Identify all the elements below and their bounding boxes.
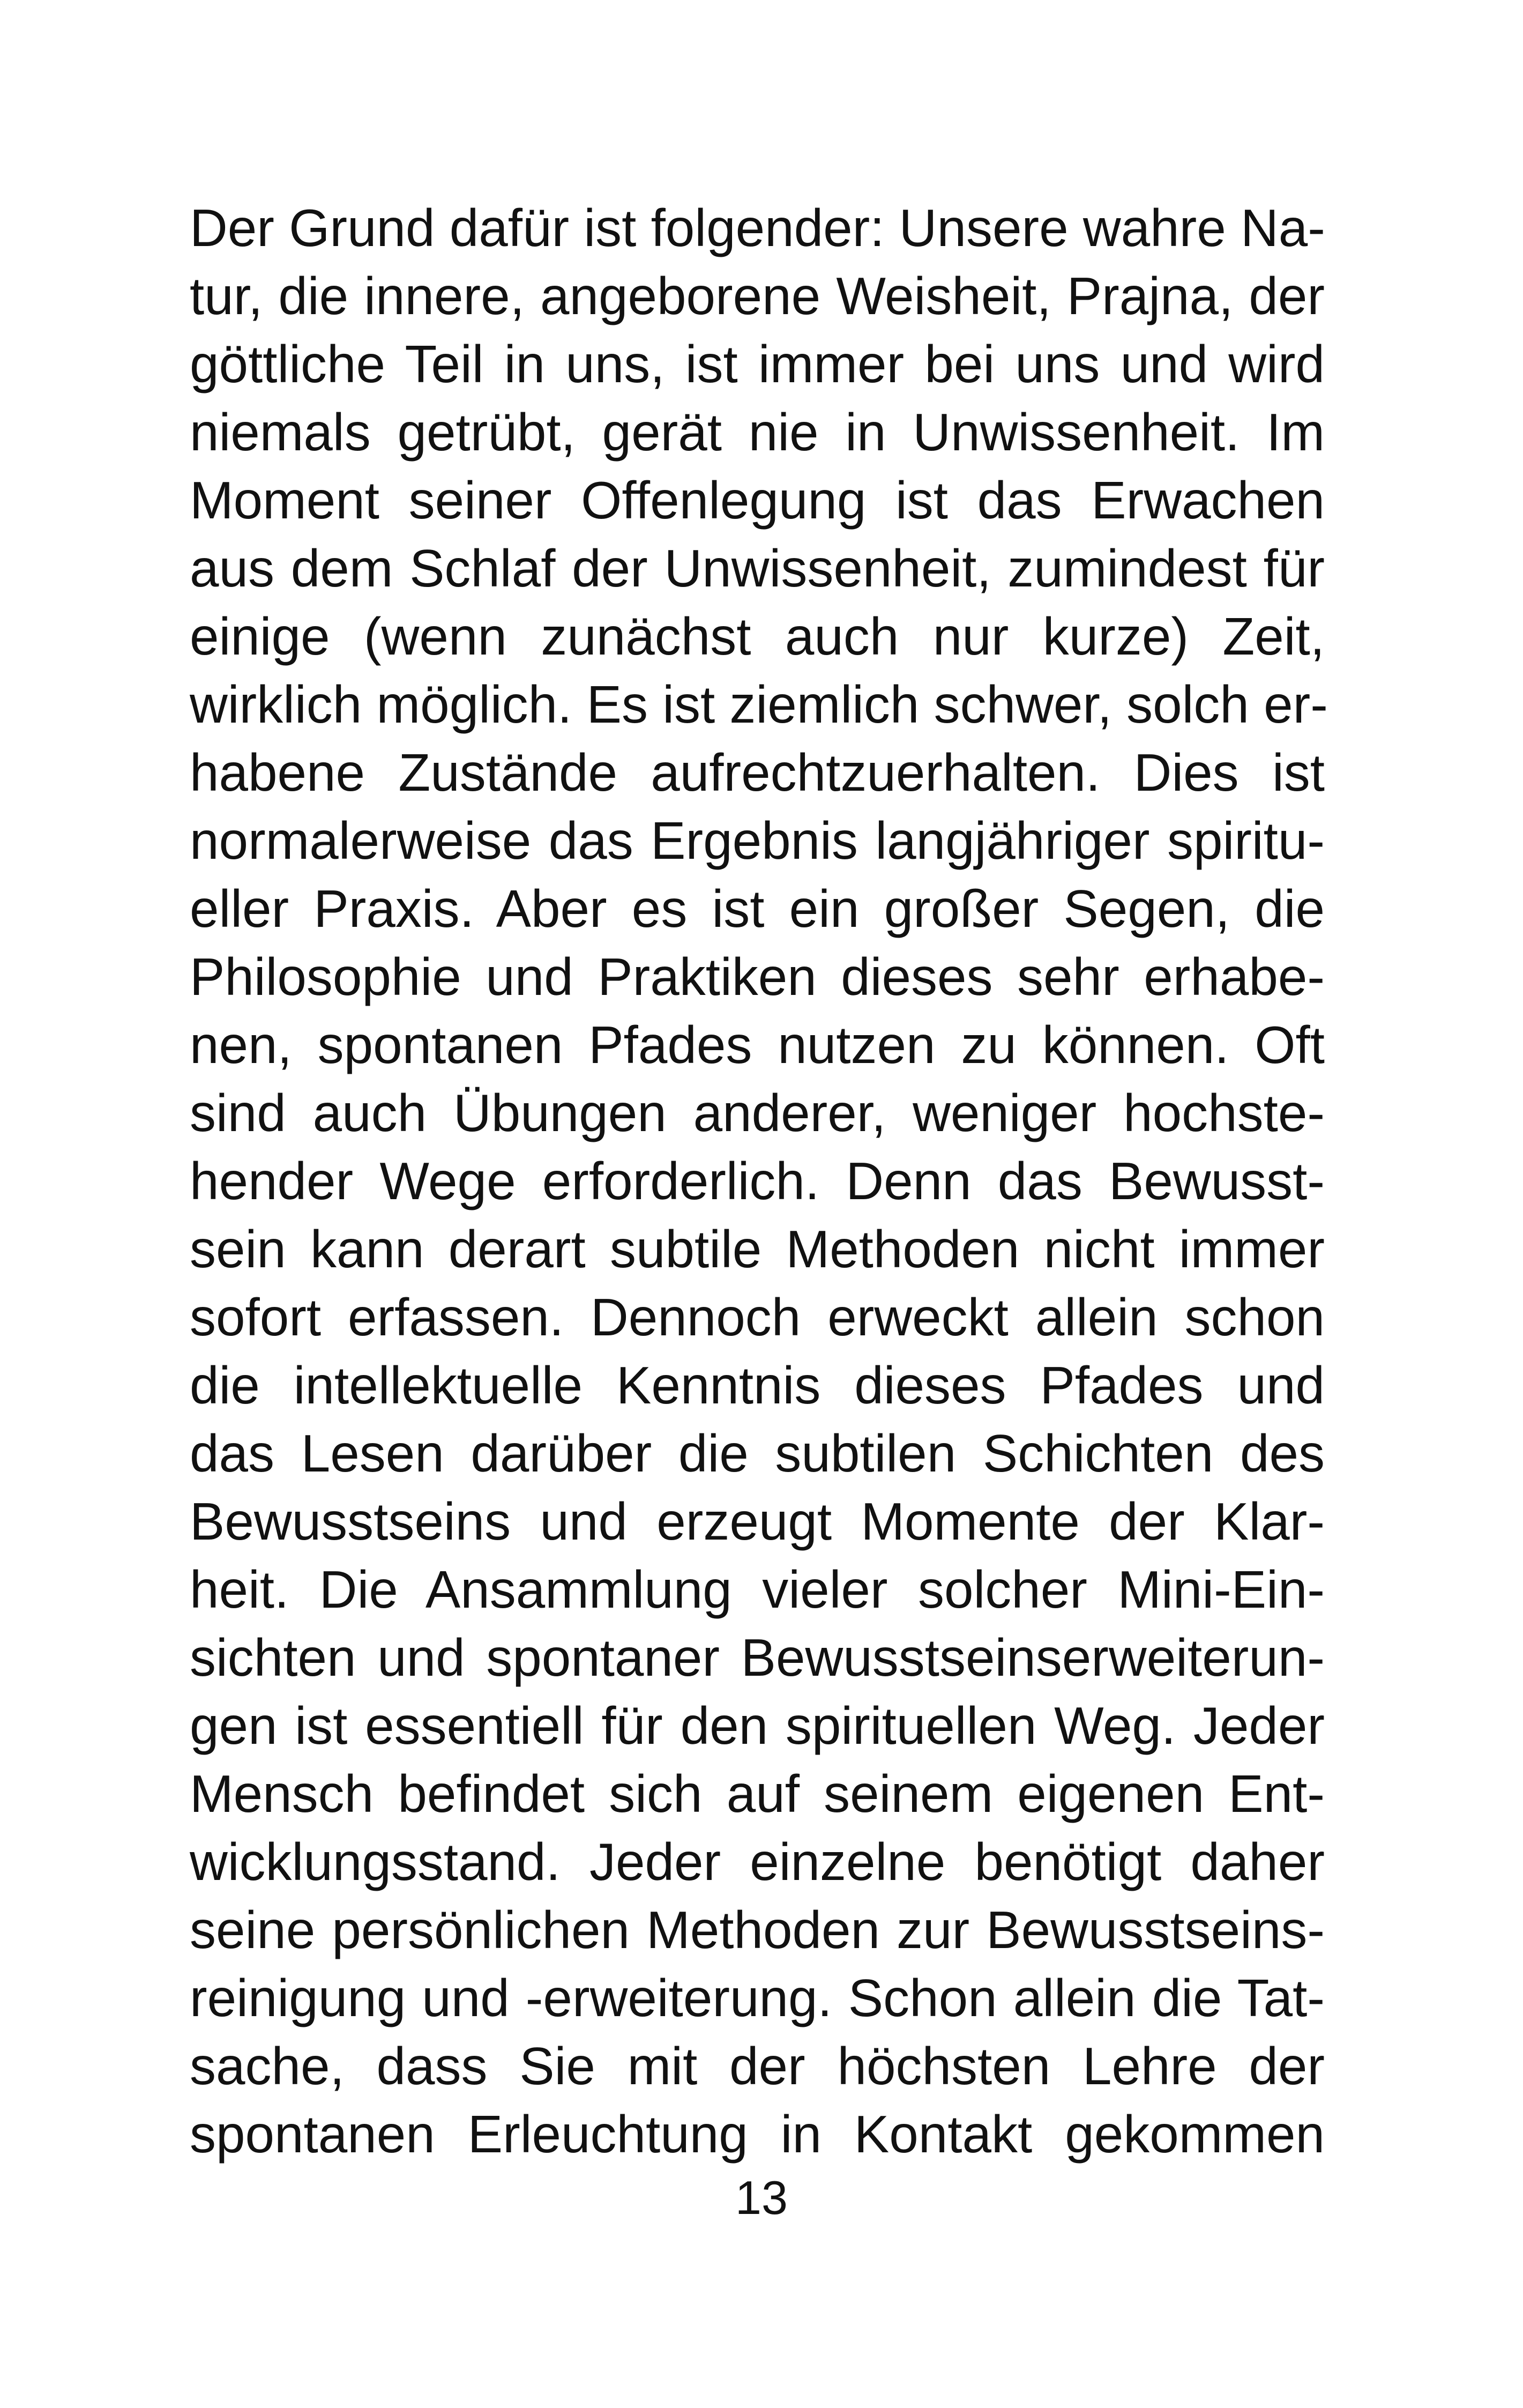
- text-line: aus dem Schlaf der Unwissenheit, zumindest für: [190, 539, 1325, 598]
- text-line: gen ist essentiell für den spirituellen Weg. Jeder: [190, 1696, 1325, 1755]
- body-text: [190, 194, 1328, 2168]
- text-line: Der Grund dafür ist folgender: Unsere wahre Na-: [190, 198, 1325, 257]
- text-line: sein kann derart subtile Methoden nicht immer: [190, 1220, 1325, 1279]
- text-line: sache, dass Sie mit der höchsten Lehre der: [190, 2037, 1325, 2095]
- text-line: nen, spontanen Pfades nutzen zu können. Oft: [190, 1015, 1325, 1074]
- text-line: eller Praxis. Aber es ist ein großer Segen, die: [190, 879, 1325, 938]
- text-line: habene Zustände aufrechtzuerhalten. Dies ist: [190, 743, 1325, 802]
- text-line: Mensch befindet sich auf seinem eigenen Ent-: [190, 1764, 1325, 1823]
- text-line: heit. Die Ansammlung vieler solcher Mini-Ein-: [190, 1560, 1325, 1619]
- text-line: tur, die innere, angeborene Weisheit, Prajna, der: [190, 266, 1325, 325]
- text-line: einige (wenn zunächst auch nur kurze) Zeit,: [190, 607, 1325, 666]
- page-number: 13: [735, 2171, 788, 2224]
- text-line: hender Wege erforderlich. Denn das Bewusst-: [190, 1151, 1325, 1210]
- text-line: sofort erfassen. Dennoch erweckt allein schon: [190, 1288, 1325, 1347]
- text-line: niemals getrübt, gerät nie in Unwissenheit. Im: [190, 403, 1325, 462]
- text-line: Philosophie und Praktiken dieses sehr erhabe-: [190, 947, 1325, 1006]
- text-line: Moment seiner Offenlegung ist das Erwachen: [190, 471, 1325, 530]
- text-line: göttliche Teil in uns, ist immer bei uns und wird: [190, 335, 1325, 393]
- text-line: das Lesen darüber die subtilen Schichten des: [190, 1424, 1325, 1483]
- text-line: wirklich möglich. Es ist ziemlich schwer, solch er-: [190, 675, 1328, 734]
- text-line: Bewusstseins und erzeugt Momente der Klar-: [190, 1492, 1325, 1551]
- text-line: reinigung und -erweiterung. Schon allein die Tat-: [190, 1968, 1325, 2027]
- text-line: normalerweise das Ergebnis langjähriger spiritu-: [190, 811, 1325, 870]
- text-line: seine persönlichen Methoden zur Bewusstseins-: [190, 1900, 1325, 1959]
- text-line: sind auch Übungen anderer, weniger hochste-: [190, 1083, 1325, 1142]
- text-line: spontanen Erleuchtung in Kontakt gekommen: [190, 2105, 1325, 2164]
- text-line: sichten und spontaner Bewusstseinserweiterun-: [190, 1628, 1325, 1687]
- text-line: wicklungsstand. Jeder einzelne benötigt daher: [190, 1832, 1325, 1891]
- text-line: die intellektuelle Kenntnis dieses Pfades und: [190, 1356, 1325, 1415]
